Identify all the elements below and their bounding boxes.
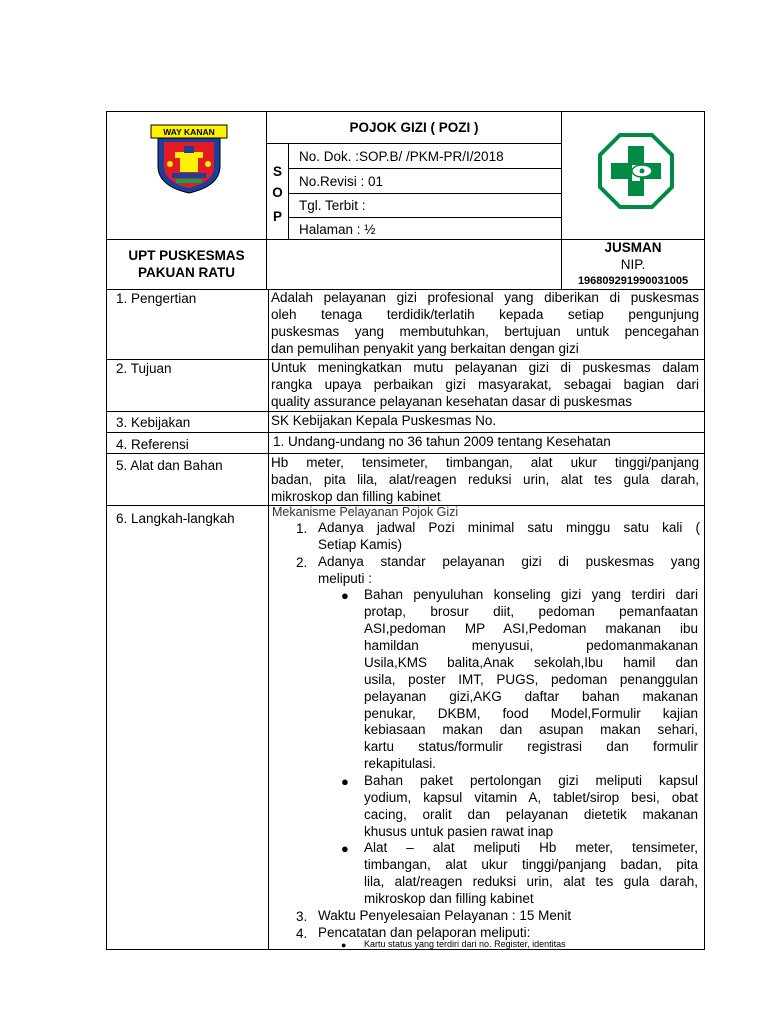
row-label-alat-bahan: 5. Alat dan Bahan [116, 458, 223, 473]
way-kanan-logo [150, 124, 228, 194]
bullet-b-line: yodium, kapsul vitamin A, tablet/sirop besi, obat [364, 790, 698, 805]
page-number: Halaman : ½ [299, 222, 376, 237]
bullet-a-line: penukar, DKBM, food Model,Formulir kajian [364, 706, 698, 721]
signer-nip-label: NIP. [620, 257, 646, 272]
bullet-b-line: khusus untuk pasien rawat inap [364, 824, 554, 839]
step-number-2: 2. [296, 555, 308, 570]
step-4-text: Pencatatan dan pelaporan meliputi: [318, 925, 531, 940]
row-label-kebijakan: 3. Kebijakan [116, 415, 191, 430]
bullet-a-line: hamildan menyusui, pedomanmakanan [364, 638, 698, 653]
bullet-a-line: pelayanan gizi,AKG daftar bahan makanan [364, 689, 698, 704]
step-1-line: Setiap Kamis) [318, 537, 403, 552]
bullet-a-line: rekapitulasi. [364, 756, 437, 771]
publish-date: Tgl. Terbit : [299, 198, 366, 213]
signer-nip: 196809291990031005 [577, 275, 689, 287]
sop-letter-o: O [272, 185, 283, 200]
kebijakan-text: SK Kebijakan Kepala Puskesmas No. [271, 413, 497, 428]
bullet-c-line: lila, alat/reagen reduksi urin, alat tes gula darah, [364, 874, 698, 889]
pengertian-line: oleh tenaga terdidik/terlatih kepada setiap pengunjung [271, 307, 699, 322]
bullet-dot-icon: ● [341, 940, 347, 950]
step-number-3: 3. [296, 909, 308, 924]
tujuan-line: Untuk meningkatkan mutu pelayanan gizi di puskesmas dalam [271, 360, 699, 375]
signer-name: JUSMAN [604, 240, 662, 255]
bullet-b-line: Bahan paket pertolongan gizi meliputi kapsul [364, 773, 698, 788]
alat-bahan-line: Hb meter, tensimeter, timbangan, alat ukur tinggi/panjang [271, 455, 699, 470]
bullet-c-line: mikroskop dan filling kabinet [364, 891, 534, 906]
revision-number: No.Revisi : 01 [299, 174, 384, 189]
org-name-line1: UPT PUSKESMAS [128, 248, 245, 263]
step-2-line: Adanya standar pelayanan gizi di puskesmas yang [318, 554, 700, 569]
tujuan-line: quality assurance pelayanan kesehatan dasar di puskesmas [271, 394, 632, 409]
step-1-line: Adanya jadwal Pozi minimal satu minggu satu kali ( [318, 520, 700, 535]
document-title: POJOK GIZI ( POZI ) [349, 120, 479, 135]
logo-text: WAY KANAN [163, 127, 215, 137]
row-label-referensi: 4. Referensi [116, 437, 189, 452]
bullet-a-line: Usila,KMS balita,Anak sekolah,Ibu hamil dan [364, 655, 698, 670]
sop-letter-p: P [272, 209, 282, 224]
puskesmas-logo [597, 132, 675, 210]
bullet-c-line: timbangan, alat ukur tinggi/panjang badan, pita [364, 857, 698, 872]
step-number-1: 1. [296, 521, 308, 536]
row-label-langkah: 6. Langkah-langkah [116, 511, 235, 526]
tujuan-line: rangka upaya perbaikan gizi masyarakat, sebagai bagian dari [271, 377, 699, 392]
referensi-text: 1. Undang-undang no 36 tahun 2009 tentang Kesehatan [273, 434, 611, 449]
steps-heading: Mekanisme Pelayanan Pojok Gizi [272, 505, 459, 519]
bullet-c-line: Alat – alat meliputi Hb meter, tensimeter, [364, 840, 698, 855]
bullet-dot-icon: ● [341, 841, 349, 856]
bullet-a-line: Bahan penyuluhan konseling gizi yang terdiri dari [364, 587, 698, 602]
bullet-a-line: protap, brosur diit, pedoman pemanfaatan [364, 604, 698, 619]
bullet-a-line: ASI,pedoman MP ASI,Pedoman makanan ibu [364, 621, 698, 636]
pengertian-line: Adalah pelayanan gizi profesional yang diberikan di puskesmas [271, 290, 699, 305]
row-label-pengertian: 1. Pengertian [116, 291, 197, 306]
step-2-line: meliputi : [318, 571, 373, 586]
bullet-a-line: kebiasaan makan dan asupan makan sehari, [364, 722, 698, 737]
bullet-b-line: cacing, oralit dan pelayanan dietetik makanan [364, 807, 698, 822]
doc-number: No. Dok. :SOP.B/ /PKM-PR/I/2018 [299, 149, 504, 164]
step-3-text: Waktu Penyelesaian Pelayanan : 15 Menit [318, 908, 572, 923]
org-name-line2: PAKUAN RATU [138, 265, 235, 280]
bullet-d-line: Kartu status yang terdiri dari no. Register, identitas [364, 940, 566, 949]
pengertian-line: dan pemulihan penyakit yang berkaitan dengan gizi [271, 341, 579, 356]
step-number-4: 4. [296, 926, 308, 941]
bullet-dot-icon: ● [341, 774, 349, 789]
alat-bahan-line: mikroskop dan filling kabinet [271, 489, 441, 504]
bullet-dot-icon: ● [341, 588, 349, 603]
sop-letter-s: S [272, 164, 282, 179]
pengertian-line: puskesmas yang membutuhkan, bertujuan untuk pencegahan [271, 324, 699, 339]
bullet-a-line: usila, poster IMT, PUGS, pedoman penanggulan [364, 672, 698, 687]
bullet-a-line: kartu status/formulir registrasi dan formulir [364, 739, 698, 754]
row-label-tujuan: 2. Tujuan [116, 361, 172, 376]
alat-bahan-line: badan, pita lila, alat/reagen reduksi urin, alat tes gula darah, [271, 472, 699, 487]
